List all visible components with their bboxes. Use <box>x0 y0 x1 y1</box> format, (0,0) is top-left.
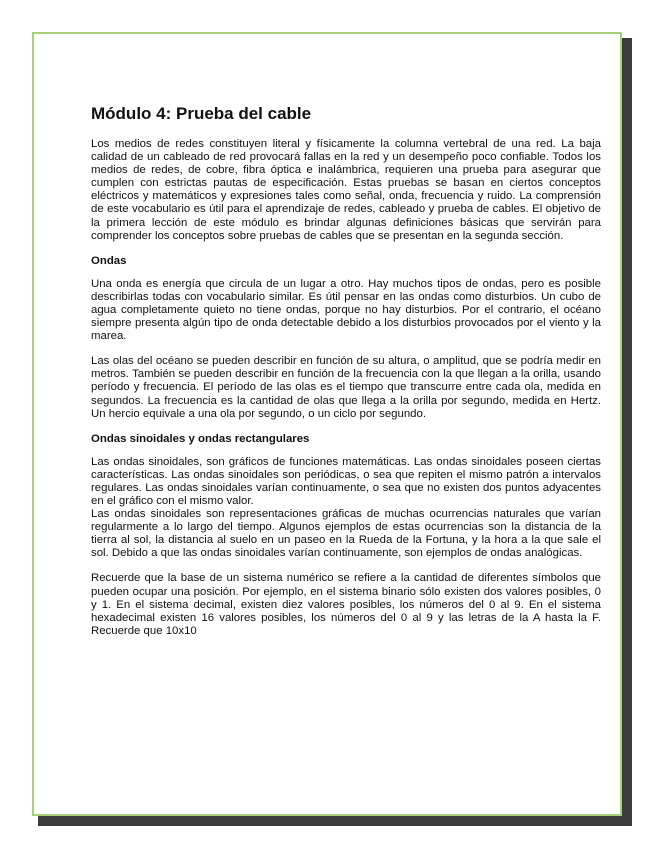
document-content <box>91 104 601 650</box>
section-heading-sinoidales: Ondas sinoidales y ondas rectangulares <box>91 432 310 445</box>
ondas-paragraph-1: Una onda es energía que circula de un lugar a otro. Hay muchos tipos de ondas, pero es posible describirlas todas con vocabulario similar. Es útil pensar en las ondas como disturbios. Un cubo de agua completamente quieto no tiene ondas, porque no hay disturbios. Por el contrario, el océano siempre presenta algún tipo de onda detectable debido a los disturbios provocados por el viento y la marea. <box>91 277 601 343</box>
sinoidales-paragraph-3: Recuerde que la base de un sistema numérico se refiere a la cantidad de diferentes símbolos que pueden ocupar una posición. Por ejemplo, en el sistema binario sólo existen dos valores posibles, 0 y 1. En el sistema decimal, existen diez valores posibles, los números del 0 al 9. En el sistema hexadecimal existen 16 valores posibles, los números del 0 al 9 y las letras de la A hasta la F. Recuerde que 10x10 <box>91 572 601 637</box>
page-title: Módulo 4: Prueba del cable <box>91 104 312 123</box>
sinoidales-paragraph-1: Las ondas sinoidales, son gráficos de funciones matemáticas. Las ondas sinoidales poseen ciertas características. Las ondas sinoidales son periódicas, o sea que repiten el mismo patrón a intervalos regulares. Las ondas sinoidales varían continuamente, o sea que no existen dos puntos adyacentes en el gráfico con el mismo valor. <box>91 455 601 507</box>
section-heading-ondas: Ondas <box>91 254 127 267</box>
sinoidales-paragraph-2: Las ondas sinoidales son representaciones gráficas de muchas ocurrencias naturales que varían regularmente a lo largo del tiempo. Algunos ejemplos de estas ocurrencias son la distancia de la tierra al sol, la distancia al suelo en un paseo en la Rueda de la Fortuna, y la hora a la que sale el sol. Debido a que las ondas sinoidales varían continuamente, son ejemplos de ondas analógicas. <box>91 508 601 560</box>
intro-paragraph: Los medios de redes constituyen literal y físicamente la columna vertebral de una red. La baja calidad de un cableado de red provocará fallas en la red y un desempeño poco confiable. Todos los medios de redes, de cobre, fibra óptica e inalámbrica, requieren una prueba para asegurar que cumplen con estrictas pautas de especificación. Estas pruebas se basan en ciertos conceptos eléctricos y matemáticos y expresiones tales como señal, onda, frecuencia y ruido. La comprensión de este vocabulario es útil para el aprendizaje de redes, cableado y prueba de cables. El objetivo de la primera lección de este módulo es brindar algunas definiciones básicas que servirán para comprender los conceptos sobre pruebas de cables que se presentan en la segunda sección. <box>91 138 601 242</box>
ondas-paragraph-2: Las olas del océano se pueden describir en función de su altura, o amplitud, que se podría medir en metros. También se pueden describir en función de la frecuencia con la que llegan a la orilla, usando período y frecuencia. El período de las olas es el tiempo que transcurre entre cada ola, medida en segundos. La frecuencia es la cantidad de olas que llega a la orilla por segundo, medida en Hertz. Un hercio equivale a una ola por segundo, o un ciclo por segundo. <box>91 355 601 420</box>
document-page <box>32 32 622 816</box>
